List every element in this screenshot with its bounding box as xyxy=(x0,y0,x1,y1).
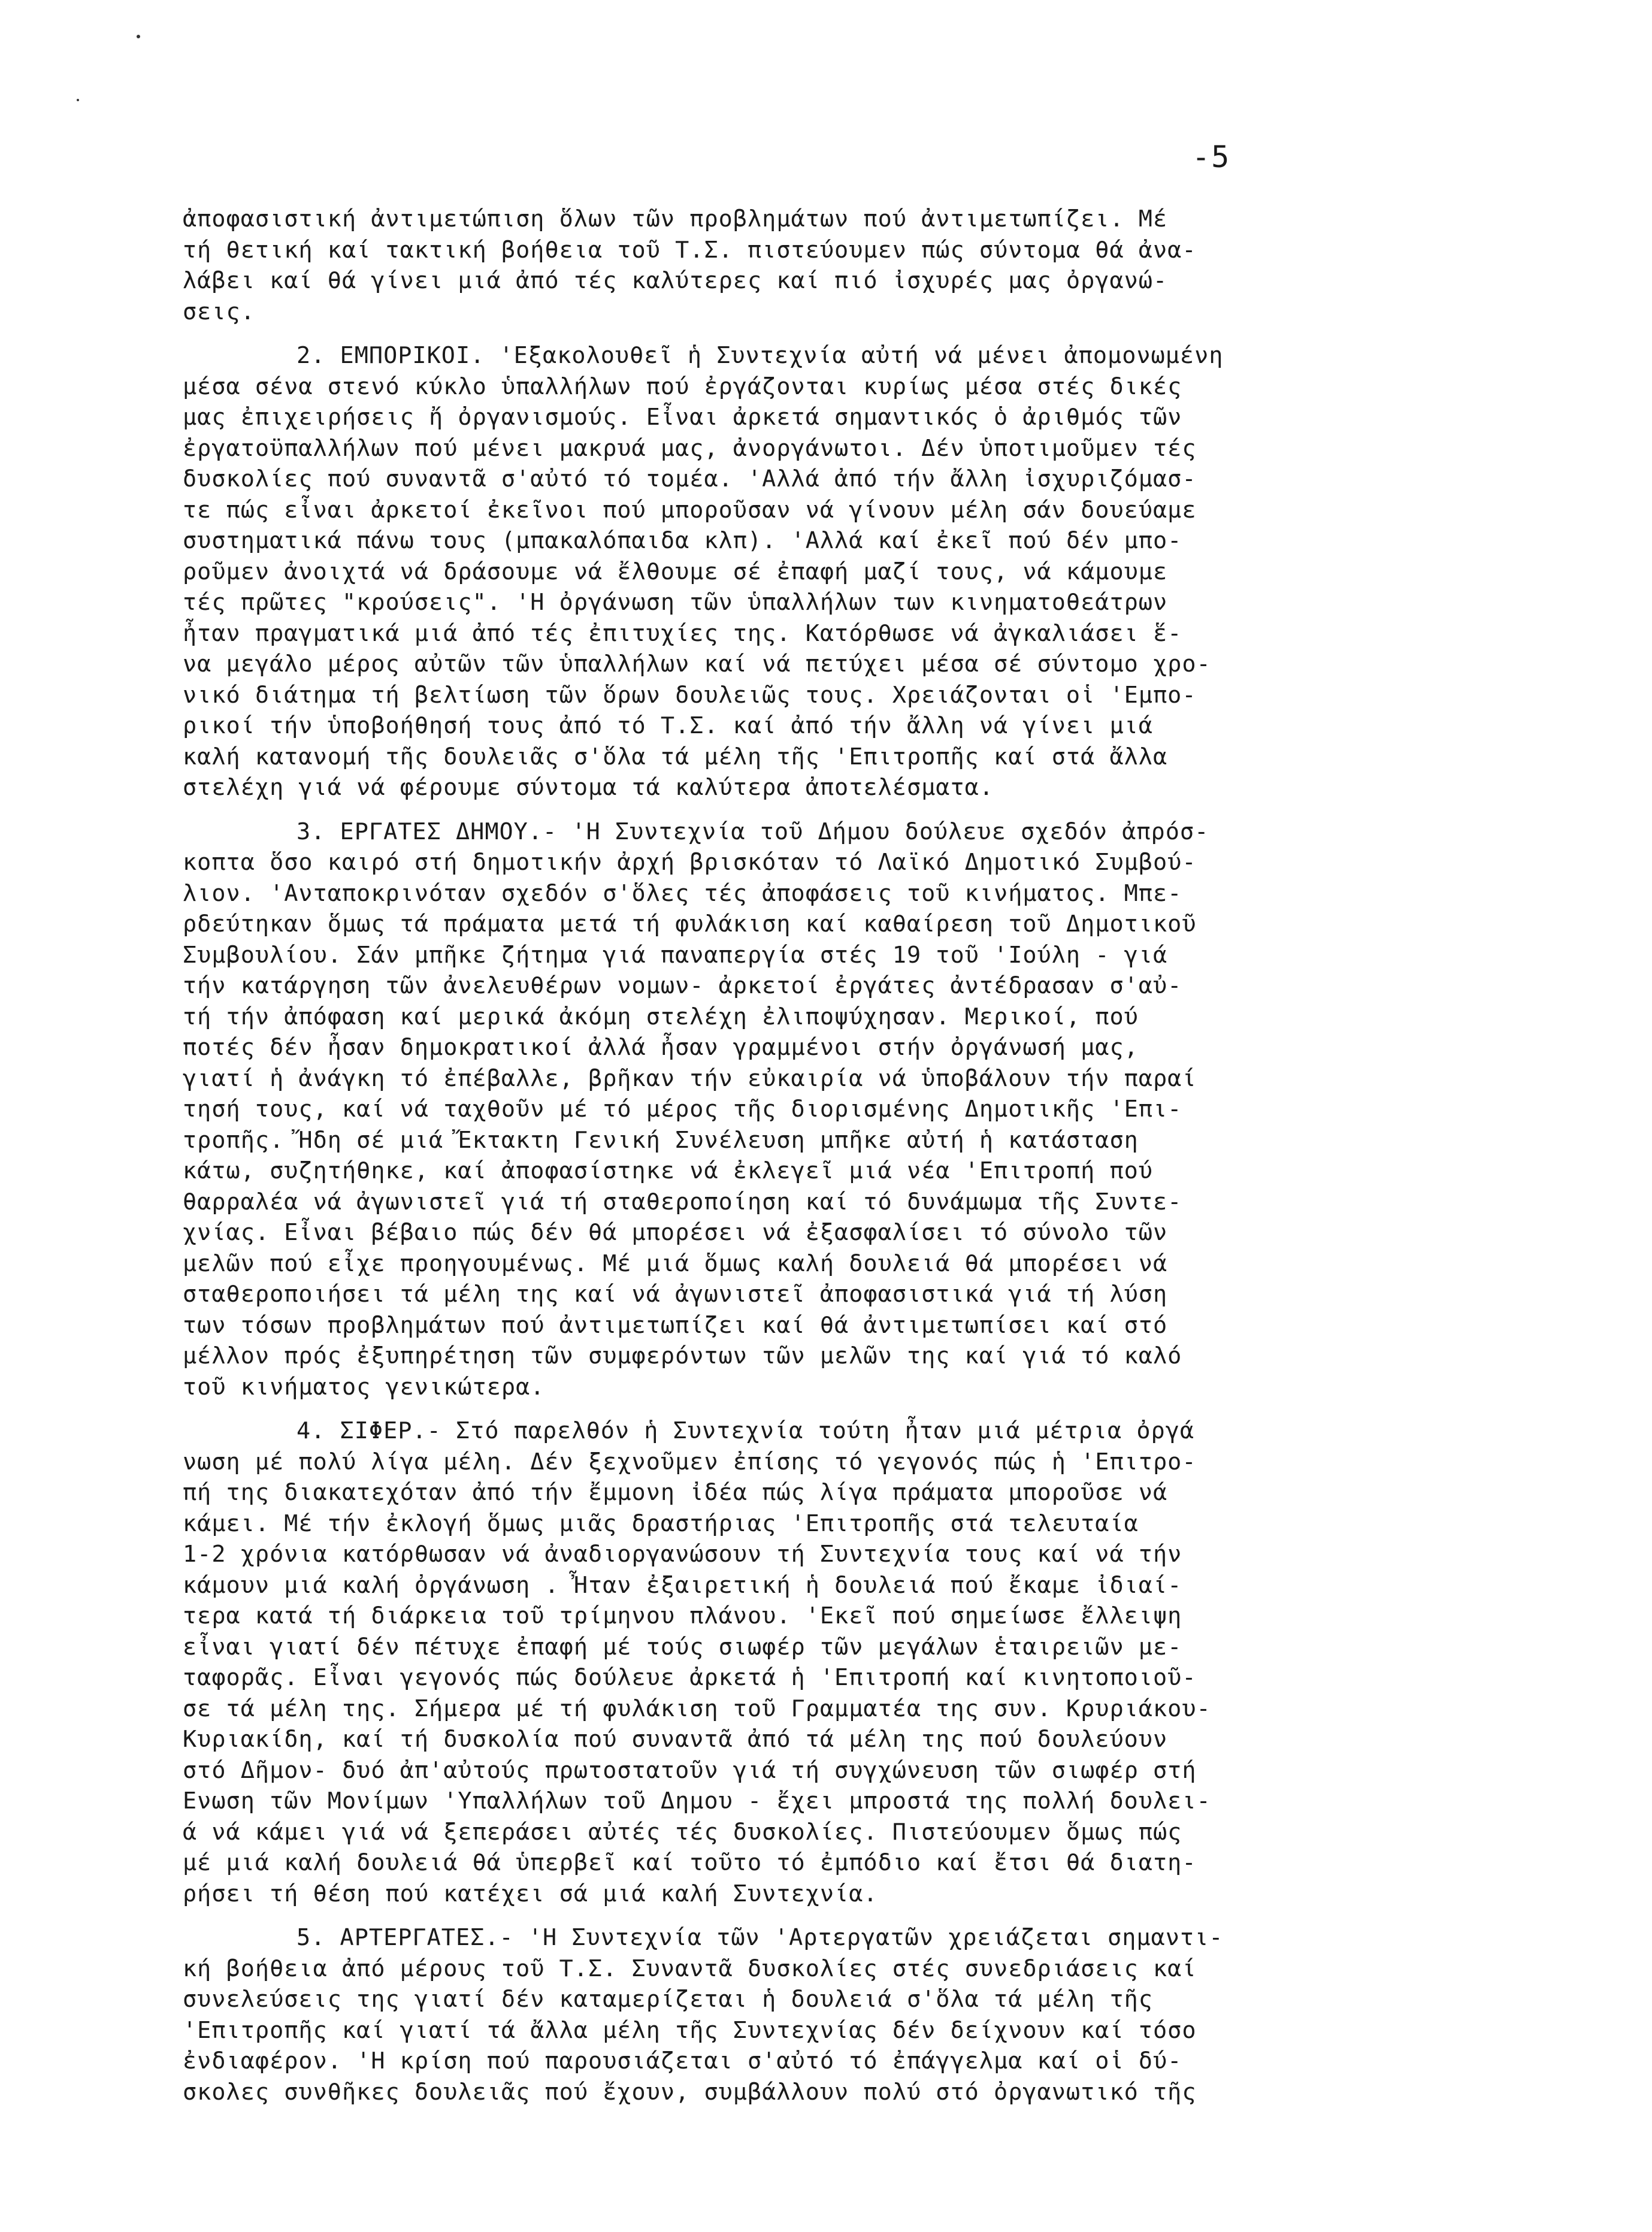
text-line: 5. ΑΡΤΕΡΓΑΤΕΣ.- 'Η Συντεχνία τῶν 'Αρτεργατῶν χρειάζεται σημαντι- xyxy=(296,1924,1224,1951)
text-line: κάτω, συζητήθηκε, καί ἀποφασίστηκε νά ἐκλεγεῖ μιά νέα 'Επιτροπή πού xyxy=(183,1157,1153,1184)
text-line: μέ μιά καλή δουλειά θά ὑπερβεῖ καί τοῦτο τό ἐμπόδιο καί ἔτσι θά διατη- xyxy=(183,1849,1197,1876)
text-line: δυσκολίες πού συναντᾶ σ'αὐτό τό τομέα. 'Αλλά ἀπό τήν ἄλλη ἰσχυριζόμασ- xyxy=(183,465,1197,492)
text-line: ποτές δέν ἦσαν δημοκρατικοί ἀλλά ἦσαν γραμμένοι στήν ὀργάνωσή μας, xyxy=(183,1034,1139,1061)
text-line: να μεγάλο μέρος αὐτῶν τῶν ὑπαλλήλων καί νά πετύχει μέσα σέ σύντομο χρο- xyxy=(183,651,1211,678)
text-line: ἀποφασιστική ἀντιμετώπιση ὅλων τῶν προβλημάτων πού ἀντιμετωπίζει. Μέ xyxy=(183,205,1168,232)
text-line: στό Δῆμον- δυό ἀπ'αὐτούς πρωτοστατοῦν γιά τή συγχώνευση τῶν σιωφέρ στή xyxy=(183,1756,1197,1784)
paragraph-emporikoi xyxy=(183,340,1471,803)
text-line: 3. ΕΡΓΑΤΕΣ ΔΗΜΟΥ.- 'Η Συντεχνία τοῦ Δήμου δούλευε σχεδόν ἀπρόσ- xyxy=(296,818,1209,845)
page-number: -5 xyxy=(1192,140,1231,174)
text-line: ἐργατοϋπαλλήλων πού μένει μακρυά μας, ἀνοργάνωτοι. Δέν ὑποτιμοῦμεν τές xyxy=(183,434,1197,462)
text-line: λιον. 'Ανταποκρινόταν σχεδόν σ'ὅλες τές ἀποφάσεις τοῦ κινήματος. Μπε- xyxy=(183,879,1182,907)
text-line: πή της διακατεχόταν ἀπό τήν ἔμμονη ἰδέα πώς λίγα πράματα μποροῦσε νά xyxy=(183,1479,1168,1506)
text-line: στελέχη γιά νά φέρουμε σύντομα τά καλύτερα ἀποτελέσματα. xyxy=(183,774,994,801)
text-line: ἦταν πραγματικά μιά ἀπό τές ἐπιτυχίες της. Κατόρθωσε νά ἀγκαλιάσει ἕ- xyxy=(183,619,1182,647)
text-line: ρήσει τή θέση πού κατέχει σά μιά καλή Συντεχνία. xyxy=(183,1880,878,1907)
text-line: τε πώς εἶναι ἀρκετοί ἐκεῖνοι πού μποροῦσαν νά γίνουν μέλη σάν δουεύαμε xyxy=(183,496,1197,524)
text-line: συνελεύσεις της γιατί δέν καταμερίζεται ἡ δουλειά σ'ὅλα τά μέλη τῆς xyxy=(183,1986,1153,2013)
text-line: νωση μέ πολύ λίγα μέλη. Δέν ξεχνοῦμεν ἐπίσης τό γεγονός πώς ἡ 'Επιτρο- xyxy=(183,1448,1197,1475)
text-line: τή τήν ἀπόφαση καί μερικά ἀκόμη στελέχη ἐλιποψύχησαν. Μερικοί, πού xyxy=(183,1003,1139,1030)
paragraph-artergates xyxy=(183,1922,1471,2107)
text-line: σκολες συνθῆκες δουλειᾶς πού ἔχουν, συμβάλλουν πολύ στό ὀργανωτικό τῆς xyxy=(183,2078,1197,2106)
text-line: μέσα σένα στενό κύκλο ὑπαλλήλων πού ἐργάζονται κυρίως μέσα στές δικές xyxy=(183,373,1182,400)
body-text xyxy=(183,204,1471,2121)
text-line: τήν κατάργηση τῶν ἀνελευθέρων νομων- ἀρκετοί ἐργάτες ἀντέδρασαν σ'αὐ- xyxy=(183,972,1182,999)
text-line: ρδεύτηκαν ὅμως τά πράματα μετά τή φυλάκιση καί καθαίρεση τοῦ Δημοτικοῦ xyxy=(183,911,1197,937)
paragraph-sifer xyxy=(183,1416,1471,1909)
text-line: καλή κατανομή τῆς δουλειᾶς σ'ὅλα τά μέλη τῆς 'Επιτροπῆς καί στά ἄλλα xyxy=(183,743,1168,770)
text-line: συστηματικά πάνω τους (μπακαλόπαιδα κλπ). 'Αλλά καί ἐκεῖ πού δέν μπο- xyxy=(183,527,1182,554)
text-line: γιατί ἡ ἀνάγκη τό ἐπέβαλλε, βρῆκαν τήν εὐκαιρία νά ὑποβάλουν τήν παραί xyxy=(183,1064,1197,1092)
text-line: τές πρῶτες "κρούσεις". 'Η ὀργάνωση τῶν ὑπαλλήλων των κινηματοθεάτρων xyxy=(183,589,1168,616)
text-line: σταθεροποιήσει τά μέλη της καί νά ἀγωνιστεῖ ἀποφασιστικά γιά τή λύση xyxy=(183,1281,1168,1308)
text-line: μας ἐπιχειρήσεις ἤ ὀργανισμούς. Εἶναι ἀρκετά σημαντικός ὁ ἀριθμός τῶν xyxy=(183,404,1182,431)
text-line: μελῶν πού εἶχε προηγουμένως. Μέ μιά ὅμως καλή δουλειά θά μπορέσει νά xyxy=(183,1250,1168,1277)
text-line: τή θετική καί τακτική βοήθεια τοῦ Τ.Σ. πιστεύουμεν πώς σύντομα θά ἀνα- xyxy=(183,236,1197,264)
paragraph-intro-continuation xyxy=(183,204,1471,327)
text-line: ταφορᾶς. Εἶναι γεγονός πώς δούλευε ἀρκετά ἡ 'Επιτροπή καί κινητοποιοῦ- xyxy=(183,1664,1197,1691)
text-line: ρικοί τήν ὑποβοήθησή τους ἀπό τό Τ.Σ. καί ἀπό τήν ἄλλη νά γίνει μιά xyxy=(183,712,1153,739)
scan-speck xyxy=(137,35,140,38)
text-line: χνίας. Εἶναι βέβαιο πώς δέν θά μπορέσει νά ἐξασφαλίσει τό σύνολο τῶν xyxy=(183,1219,1168,1246)
scan-speck xyxy=(77,99,79,101)
text-line: κοπτα ὅσο καιρό στή δημοτικήν ἀρχή βρισκόταν τό Λαϊκό Δημοτικό Συμβού- xyxy=(183,849,1197,876)
text-line: τησή τους, καί νά ταχθοῦν μέ τό μέρος τῆς διορισμένης Δημοτικῆς 'Επι- xyxy=(183,1096,1182,1123)
text-line: των τόσων προβλημάτων πού ἀντιμετωπίζει καί θά ἀντιμετωπίσει καί στό xyxy=(183,1311,1168,1339)
text-line: εἶναι γιατί δέν πέτυχε ἐπαφή μέ τούς σιωφέρ τῶν μεγάλων ἑταιρειῶν με- xyxy=(183,1633,1182,1661)
paragraph-ergates-dimou xyxy=(183,816,1471,1403)
text-line: Συμβουλίου. Σάν μπῆκε ζήτημα γιά παναπεργία στές 19 τοῦ 'Ιούλη - γιά xyxy=(183,941,1168,969)
text-line: 'Επιτροπῆς καί γιατί τά ἄλλα μέλη τῆς Συντεχνίας δέν δείχνουν καί τόσο xyxy=(183,2016,1197,2044)
text-line: Κυριακίδη, καί τή δυσκολία πού συναντᾶ ἀπό τά μέλη της πού δουλεύουν xyxy=(183,1726,1168,1753)
text-line: τροπῆς. Ἤδη σέ μιά Ἔκτακτη Γενική Συνέλευση μπῆκε αὐτή ἡ κατάσταση xyxy=(183,1126,1139,1154)
text-line: τοῦ κινήματος γενικώτερα. xyxy=(183,1373,545,1401)
text-line: νικό διάτημα τή βελτίωση τῶν ὅρων δουλειῶς τους. Χρειάζονται οἱ 'Εμπο- xyxy=(183,681,1197,709)
text-line: ἐνδιαφέρον. 'Η κρίση πού παρουσιάζεται σ'αὐτό τό ἐπάγγελμα καί οἱ δύ- xyxy=(183,2047,1182,2074)
text-line: Ενωση τῶν Μονίμων 'Υπαλλήλων τοῦ Δημου - ἔχει μπροστά της πολλή δουλει- xyxy=(183,1788,1211,1814)
text-line: μέλλον πρός ἐξυπηρέτηση τῶν συμφερόντων τῶν μελῶν της καί γιά τό καλό xyxy=(183,1342,1182,1369)
text-line: κάμουν μιά καλή ὀργάνωση . Ἦταν ἐξαιρετική ἡ δουλειά πού ἔκαμε ἰδιαί- xyxy=(183,1571,1182,1599)
text-line: κάμει. Μέ τήν ἐκλογή ὅμως μιᾶς δραστήριας 'Επιτροπῆς στά τελευταία xyxy=(183,1510,1139,1537)
text-line: σε τά μέλη της. Σήμερα μέ τή φυλάκιση τοῦ Γραμματέα της συν. Κρυριάκου- xyxy=(183,1695,1211,1722)
text-line: θαρραλέα νά ἀγωνιστεῖ γιά τή σταθεροποίηση καί τό δυνάμωμα τῆς Συντε- xyxy=(183,1188,1182,1215)
text-line: ά νά κάμει γιά νά ξεπεράσει αὐτές τές δυσκολίες. Πιστεύουμεν ὅμως πώς xyxy=(183,1818,1182,1846)
text-line: τερα κατά τή διάρκεια τοῦ τρίμηνου πλάνου. 'Εκεῖ πού σημείωσε ἔλλειψη xyxy=(183,1602,1182,1629)
text-line: 2. ΕΜΠΟΡΙΚΟΙ. 'Εξακολουθεῖ ἡ Συντεχνία αὐτή νά μένει ἀπομονωμένη xyxy=(296,342,1224,369)
text-line: 1-2 χρόνια κατόρθωσαν νά ἀναδιοργανώσουν τή Συντεχνία τους καί νά τήν xyxy=(183,1541,1182,1568)
text-line: σεις. xyxy=(183,298,255,325)
text-line: 4. ΣΙΦΕΡ.- Στό παρελθόν ἡ Συντεχνία τούτη ἦταν μιά μέτρια ὀργά xyxy=(296,1417,1195,1444)
text-line: κή βοήθεια ἀπό μέρους τοῦ Τ.Σ. Συναντᾶ δυσκολίες στές συνεδριάσεις καί xyxy=(183,1955,1197,1982)
text-line: λάβει καί θά γίνει μιά ἀπό τές καλύτερες καί πιό ἰσχυρές μας ὀργανώ- xyxy=(183,267,1168,294)
text-line: ροῦμεν ἀνοιχτά νά δράσουμε νά ἔλθουμε σέ ἐπαφή μαζί τους, νά κάμουμε xyxy=(183,558,1168,585)
